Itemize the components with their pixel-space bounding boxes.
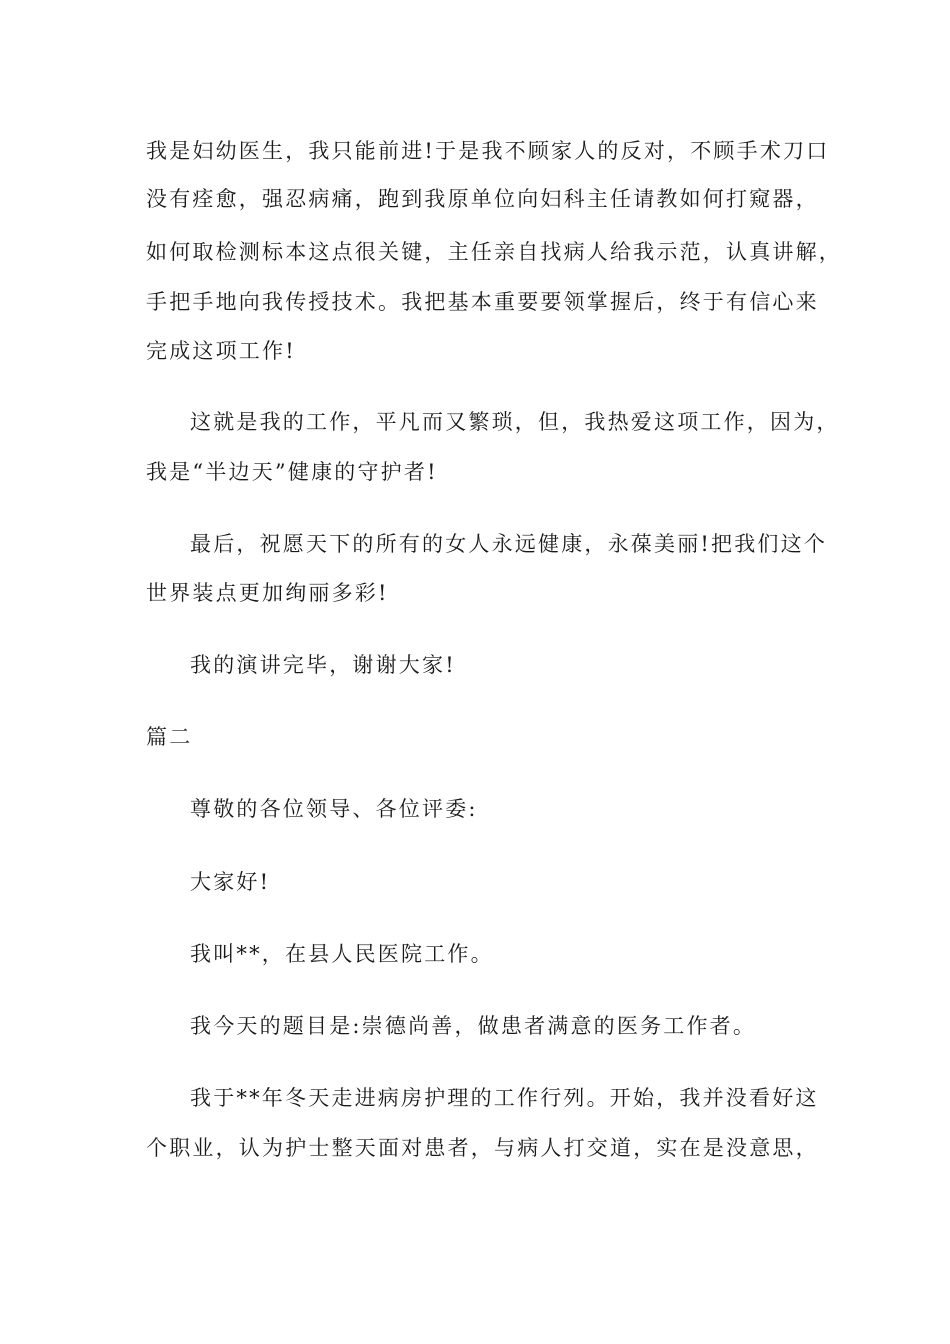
text-line: 我是妇幼医生，我只能前进!于是我不顾家人的反对，不顾手术刀口 [146, 139, 830, 163]
text-line: 个职业，认为护士整天面对患者，与病人打交道，实在是没意思， [146, 1136, 819, 1160]
text-line: 我的演讲完毕，谢谢大家! [190, 653, 456, 677]
text-line: 我叫**，在县人民医院工作。 [190, 942, 494, 966]
text-line: 世界装点更加绚丽多彩! [146, 581, 389, 605]
text-line: 最后，祝愿天下的所有的女人永远健康，永葆美丽!把我们这个 [190, 532, 828, 556]
text-line: 完成这项工作! [146, 339, 296, 363]
text-line: 这就是我的工作，平凡而又繁琐，但，我热爱这项工作，因为， [190, 410, 840, 434]
text-line: 我于**年冬天走进病房护理的工作行列。开始，我并没看好这 [190, 1086, 819, 1110]
text-line: 我今天的题目是:崇德尚善，做患者满意的医务工作者。 [190, 1014, 757, 1038]
text-line: 我是“半边天”健康的守护者! [146, 460, 438, 484]
text-line: 没有痊愈，强忍病痛，跑到我原单位向妇科主任请教如何打窥器， [146, 187, 819, 211]
text-line: 如何取检测标本这点很关键，主任亲自找病人给我示范，认真讲解， [146, 240, 842, 264]
section-heading: 篇二 [146, 725, 193, 749]
text-line: 尊敬的各位领导、各位评委: [190, 797, 478, 821]
text-line: 大家好! [190, 870, 271, 894]
text-line: 手把手地向我传授技术。我把基本重要要领掌握后，终于有信心来 [146, 290, 819, 314]
